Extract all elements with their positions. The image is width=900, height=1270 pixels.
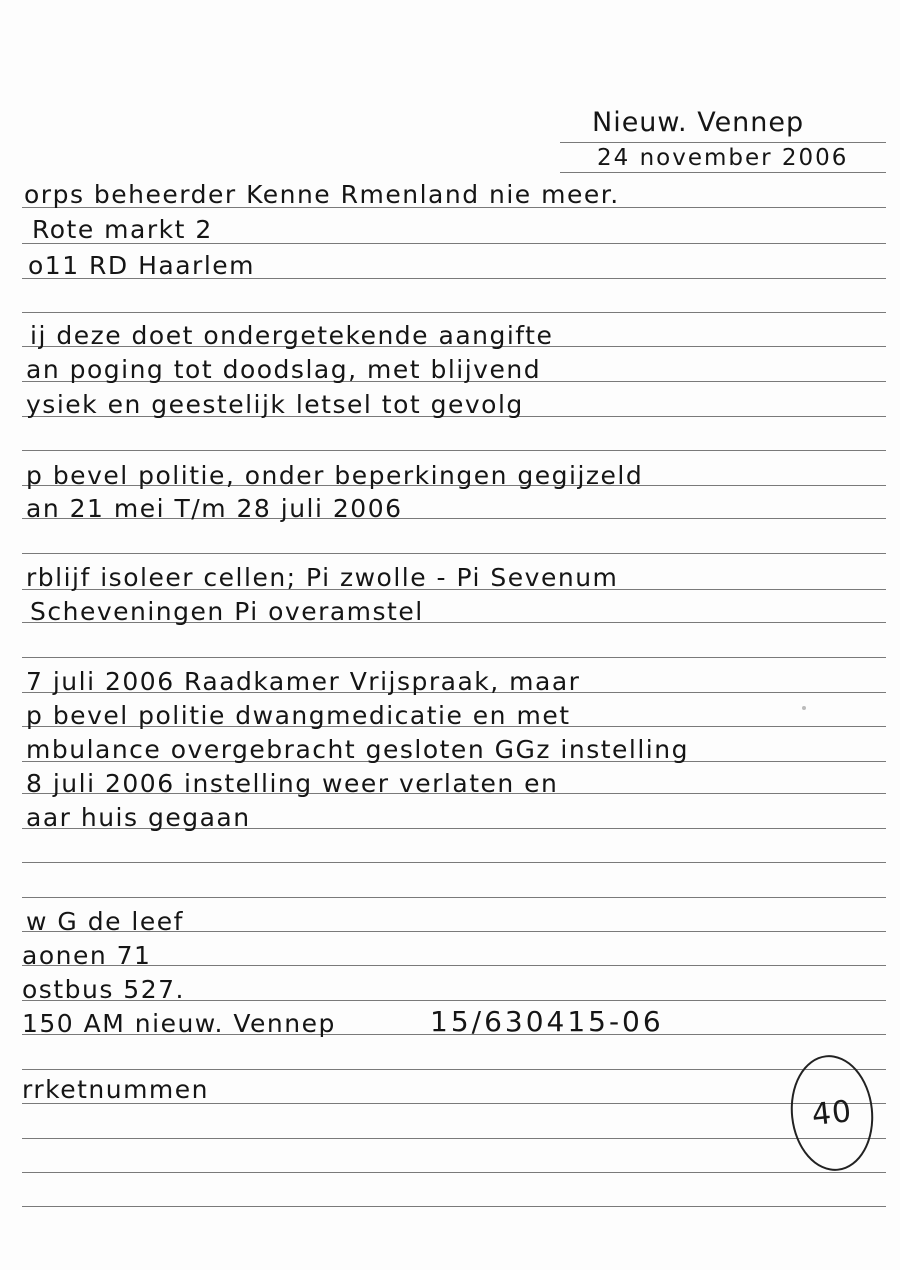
letter-date: 24 november 2006 [597, 145, 849, 171]
release-line-2: p bevel politie dwangmedicatie en met [26, 701, 571, 730]
ruled-line [22, 862, 886, 863]
release-line-1: 7 juli 2006 Raadkamer Vrijspraak, maar [26, 667, 581, 696]
ruled-line [22, 553, 886, 554]
detention-line-1: p bevel politie, onder beperkingen gegijzeld [26, 461, 644, 490]
addressee-line-3: o11 RD Haarlem [28, 251, 256, 280]
statement-line-2: an poging tot doodslag, met blijvend [26, 355, 542, 384]
release-line-5: aar huis gegaan [26, 803, 251, 832]
ruled-line [22, 1206, 886, 1207]
ruled-line [22, 1069, 886, 1070]
sender-postcode-city: 150 AM nieuw. Vennep [22, 1009, 336, 1038]
statement-line-1: ij deze doet ondergetekende aangifte [30, 321, 554, 350]
ruled-line [22, 1172, 886, 1173]
case-number: 15/630415-06 [430, 1005, 664, 1038]
ruled-line [22, 450, 886, 451]
addressee-line-2: Rote markt 2 [32, 215, 213, 244]
release-line-4: 8 juli 2006 instelling weer verlaten en [26, 769, 559, 798]
addressee-line-1: orps beheerder Kenne Rmenland nie meer. [24, 180, 620, 209]
ruled-line [22, 657, 886, 658]
scan-speck [802, 706, 806, 710]
reference-label: rrketnummen [22, 1075, 210, 1104]
ruled-line [22, 897, 886, 898]
ruled-line [22, 312, 886, 313]
sender-street: aonen 71 [22, 941, 152, 970]
place-of-writing: Nieuw. Vennep [592, 107, 805, 138]
page-number: 40 [810, 1093, 854, 1133]
ruled-line [22, 965, 886, 966]
stays-line-2: Scheveningen Pi overamstel [30, 597, 424, 626]
sender-name: w G de leef [26, 907, 184, 936]
sender-postbox: ostbus 527. [22, 975, 185, 1004]
detention-line-2: an 21 mei T/m 28 juli 2006 [26, 494, 403, 523]
stays-line-1: rblijf isoleer cellen; Pi zwolle - Pi Sevenum [26, 563, 619, 592]
statement-line-3: ysiek en geestelijk letsel tot gevolg [26, 390, 524, 419]
release-line-3: mbulance overgebracht gesloten GGz instelling [26, 735, 689, 764]
ruled-line [22, 1138, 886, 1139]
